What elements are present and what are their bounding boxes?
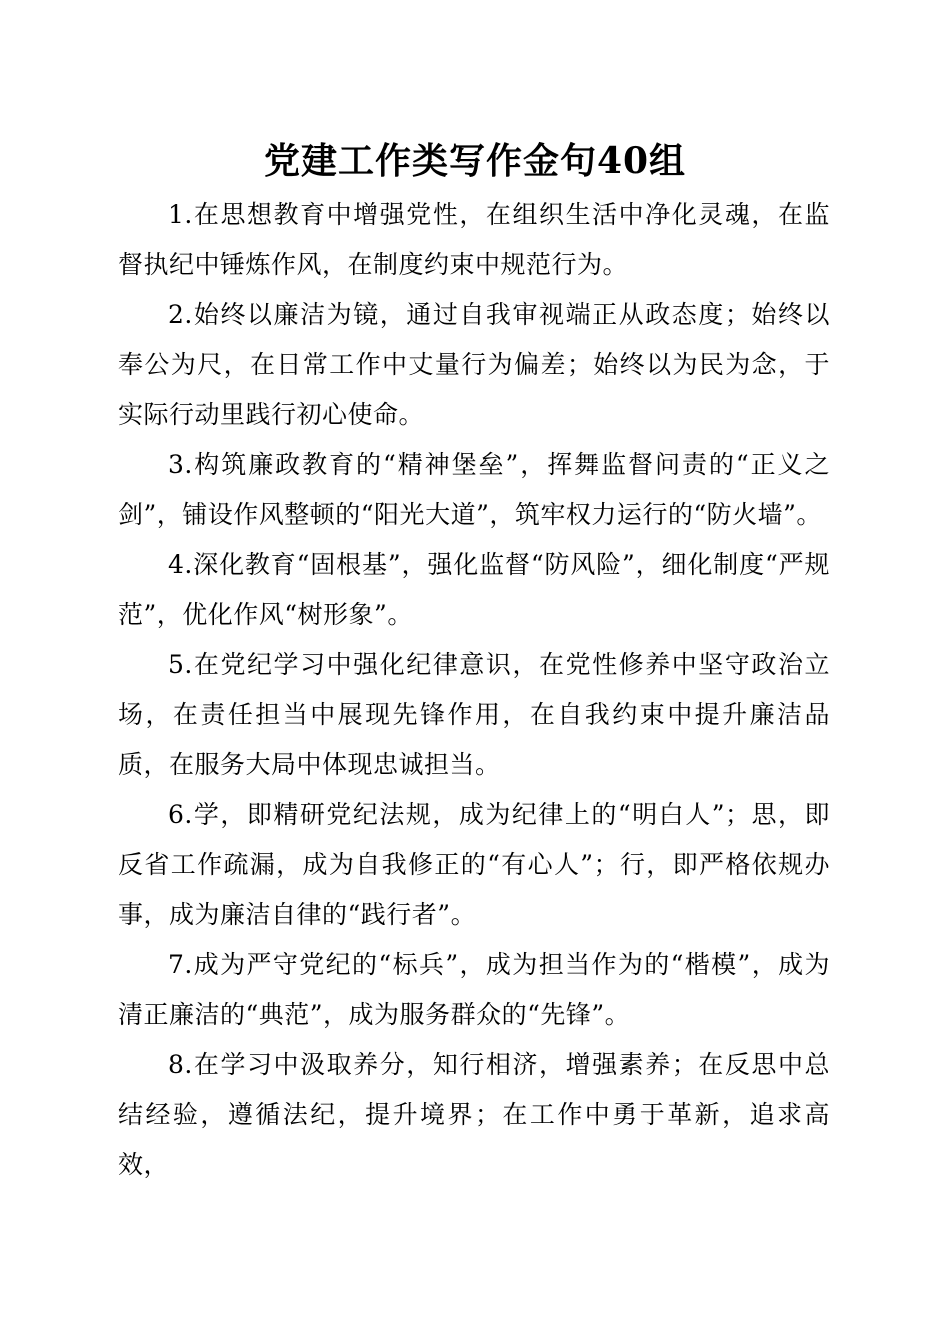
- paragraph-8: 8.在学习中汲取养分，知行相济，增强素养；在反思中总结经验，遵循法纪，提升境界；在工作中勇于革新，追求高效，: [118, 1050, 830, 1179]
- paragraph-1: 1.在思想教育中增强党性，在组织生活中净化灵魂，在监督执纪中锤炼作风，在制度约束中规范行为。: [118, 200, 830, 279]
- paragraph-4: 4.深化教育“固根基”，强化监督“防风险”，细化制度“严规范”，优化作风“树形象”。: [118, 550, 830, 629]
- paragraph-5: 5.在党纪学习中强化纪律意识，在党性修养中坚守政治立场，在责任担当中展现先锋作用，在自我约束中提升廉洁品质，在服务大局中体现忠诚担当。: [118, 650, 830, 779]
- paragraph-3: 3.构筑廉政教育的“精神堡垒”，挥舞监督问责的“正义之剑”，铺设作风整顿的“阳光大道”，筑牢权力运行的“防火墙”。: [118, 450, 830, 529]
- document-body: [118, 190, 830, 1190]
- paragraph-2: 2.始终以廉洁为镜，通过自我审视端正从政态度；始终以奉公为尺，在日常工作中丈量行为偏差；始终以为民为念，于实际行动里践行初心使命。: [118, 300, 830, 429]
- paragraph-6: 6.学，即精研党纪法规，成为纪律上的“明白人”；思，即反省工作疏漏，成为自我修正的“有心人”；行，即严格依规办事，成为廉洁自律的“践行者”。: [118, 800, 830, 929]
- paragraph-7: 7.成为严守党纪的“标兵”，成为担当作为的“楷模”，成为清正廉洁的“典范”，成为服务群众的“先锋”。: [118, 950, 830, 1029]
- document-title: 党建工作类写作金句40组: [263, 140, 687, 182]
